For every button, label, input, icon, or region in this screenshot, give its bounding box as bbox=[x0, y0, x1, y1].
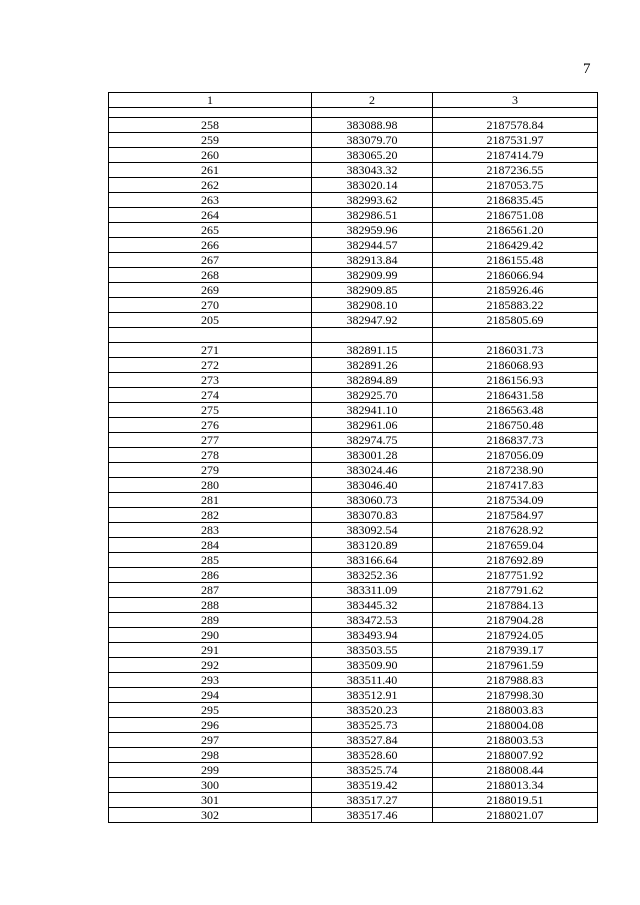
y-coordinate-cell: 2186750.48 bbox=[433, 418, 598, 433]
table-row bbox=[109, 808, 598, 823]
point-number-cell: 276 bbox=[109, 418, 312, 433]
point-number-cell: 280 bbox=[109, 478, 312, 493]
table-row bbox=[109, 478, 598, 493]
x-coordinate-cell: 383509.90 bbox=[312, 658, 433, 673]
x-coordinate-cell: 383092.54 bbox=[312, 523, 433, 538]
table-row bbox=[109, 388, 598, 403]
table-row bbox=[109, 373, 598, 388]
point-number-cell: 279 bbox=[109, 463, 312, 478]
x-coordinate-cell: 382891.26 bbox=[312, 358, 433, 373]
table-row bbox=[109, 493, 598, 508]
column-number-2: 2 bbox=[312, 93, 433, 108]
y-coordinate-cell: 2187534.09 bbox=[433, 493, 598, 508]
table-row bbox=[109, 463, 598, 478]
y-coordinate-cell: 2187924.05 bbox=[433, 628, 598, 643]
point-number-cell: 293 bbox=[109, 673, 312, 688]
table-row bbox=[109, 613, 598, 628]
x-coordinate-cell: 382909.99 bbox=[312, 268, 433, 283]
y-coordinate-cell: 2185926.46 bbox=[433, 283, 598, 298]
table-row bbox=[109, 748, 598, 763]
y-coordinate-cell: 2187414.79 bbox=[433, 148, 598, 163]
separator-row bbox=[109, 108, 598, 118]
point-number-cell: 283 bbox=[109, 523, 312, 538]
x-coordinate-cell: 383065.20 bbox=[312, 148, 433, 163]
y-coordinate-cell: 2187904.28 bbox=[433, 613, 598, 628]
point-number-cell: 281 bbox=[109, 493, 312, 508]
point-number-cell: 271 bbox=[109, 343, 312, 358]
table-row bbox=[109, 508, 598, 523]
x-coordinate-cell: 382986.51 bbox=[312, 208, 433, 223]
table-row bbox=[109, 193, 598, 208]
y-coordinate-cell: 2187988.83 bbox=[433, 673, 598, 688]
table-row bbox=[109, 343, 598, 358]
table-row bbox=[109, 718, 598, 733]
point-number-cell: 301 bbox=[109, 793, 312, 808]
table-row bbox=[109, 538, 598, 553]
table-row bbox=[109, 703, 598, 718]
y-coordinate-cell: 2188003.53 bbox=[433, 733, 598, 748]
x-coordinate-cell: 383528.60 bbox=[312, 748, 433, 763]
x-coordinate-cell: 383511.40 bbox=[312, 673, 433, 688]
table-row bbox=[109, 403, 598, 418]
x-coordinate-cell: 382947.92 bbox=[312, 313, 433, 328]
y-coordinate-cell: 2187939.17 bbox=[433, 643, 598, 658]
table-row bbox=[109, 253, 598, 268]
y-coordinate-cell: 2186155.48 bbox=[433, 253, 598, 268]
x-coordinate-cell: 383493.94 bbox=[312, 628, 433, 643]
point-number-cell: 274 bbox=[109, 388, 312, 403]
y-coordinate-cell: 2187584.97 bbox=[433, 508, 598, 523]
y-coordinate-cell: 2187578.84 bbox=[433, 118, 598, 133]
table-row bbox=[109, 223, 598, 238]
point-number-cell: 287 bbox=[109, 583, 312, 598]
y-coordinate-cell: 2185805.69 bbox=[433, 313, 598, 328]
x-coordinate-cell: 383001.28 bbox=[312, 448, 433, 463]
y-coordinate-cell: 2186066.94 bbox=[433, 268, 598, 283]
x-coordinate-cell: 383512.91 bbox=[312, 688, 433, 703]
y-coordinate-cell: 2187053.75 bbox=[433, 178, 598, 193]
separator-cell bbox=[312, 328, 433, 343]
point-number-cell: 267 bbox=[109, 253, 312, 268]
table-row bbox=[109, 448, 598, 463]
table-row bbox=[109, 163, 598, 178]
x-coordinate-cell: 383519.42 bbox=[312, 778, 433, 793]
separator-cell bbox=[109, 328, 312, 343]
page-number: 7 bbox=[583, 61, 591, 77]
x-coordinate-cell: 382993.62 bbox=[312, 193, 433, 208]
y-coordinate-cell: 2186431.58 bbox=[433, 388, 598, 403]
separator-cell bbox=[433, 108, 598, 118]
y-coordinate-cell: 2186751.08 bbox=[433, 208, 598, 223]
table-row bbox=[109, 148, 598, 163]
y-coordinate-cell: 2188007.92 bbox=[433, 748, 598, 763]
y-coordinate-cell: 2186429.42 bbox=[433, 238, 598, 253]
table-row bbox=[109, 118, 598, 133]
x-coordinate-cell: 383520.23 bbox=[312, 703, 433, 718]
y-coordinate-cell: 2186837.73 bbox=[433, 433, 598, 448]
table-row bbox=[109, 208, 598, 223]
table-row bbox=[109, 688, 598, 703]
x-coordinate-cell: 382974.75 bbox=[312, 433, 433, 448]
table-row bbox=[109, 133, 598, 148]
table-row bbox=[109, 268, 598, 283]
point-number-cell: 205 bbox=[109, 313, 312, 328]
x-coordinate-cell: 383527.84 bbox=[312, 733, 433, 748]
point-number-cell: 290 bbox=[109, 628, 312, 643]
point-number-cell: 299 bbox=[109, 763, 312, 778]
x-coordinate-cell: 383120.89 bbox=[312, 538, 433, 553]
x-coordinate-cell: 382894.89 bbox=[312, 373, 433, 388]
y-coordinate-cell: 2187056.09 bbox=[433, 448, 598, 463]
x-coordinate-cell: 382944.57 bbox=[312, 238, 433, 253]
y-coordinate-cell: 2188013.34 bbox=[433, 778, 598, 793]
point-number-cell: 292 bbox=[109, 658, 312, 673]
x-coordinate-cell: 383517.46 bbox=[312, 808, 433, 823]
y-coordinate-cell: 2187417.83 bbox=[433, 478, 598, 493]
point-number-cell: 297 bbox=[109, 733, 312, 748]
y-coordinate-cell: 2187791.62 bbox=[433, 583, 598, 598]
table-row bbox=[109, 643, 598, 658]
x-coordinate-cell: 383020.14 bbox=[312, 178, 433, 193]
point-number-cell: 298 bbox=[109, 748, 312, 763]
point-number-cell: 278 bbox=[109, 448, 312, 463]
table-row bbox=[109, 628, 598, 643]
table-row bbox=[109, 778, 598, 793]
point-number-cell: 288 bbox=[109, 598, 312, 613]
y-coordinate-cell: 2186068.93 bbox=[433, 358, 598, 373]
x-coordinate-cell: 383472.53 bbox=[312, 613, 433, 628]
y-coordinate-cell: 2188004.08 bbox=[433, 718, 598, 733]
point-number-cell: 269 bbox=[109, 283, 312, 298]
x-coordinate-cell: 382891.15 bbox=[312, 343, 433, 358]
separator-cell bbox=[109, 108, 312, 118]
point-number-cell: 264 bbox=[109, 208, 312, 223]
coordinates-table bbox=[108, 92, 598, 823]
table-row bbox=[109, 733, 598, 748]
point-number-cell: 263 bbox=[109, 193, 312, 208]
y-coordinate-cell: 2188021.07 bbox=[433, 808, 598, 823]
y-coordinate-cell: 2186835.45 bbox=[433, 193, 598, 208]
x-coordinate-cell: 382909.85 bbox=[312, 283, 433, 298]
y-coordinate-cell: 2186561.20 bbox=[433, 223, 598, 238]
separator-cell bbox=[312, 108, 433, 118]
point-number-cell: 266 bbox=[109, 238, 312, 253]
y-coordinate-cell: 2185883.22 bbox=[433, 298, 598, 313]
table-row bbox=[109, 433, 598, 448]
column-number-3: 3 bbox=[433, 93, 598, 108]
group-separator-row bbox=[109, 328, 598, 343]
y-coordinate-cell: 2187236.55 bbox=[433, 163, 598, 178]
point-number-cell: 272 bbox=[109, 358, 312, 373]
table-row bbox=[109, 238, 598, 253]
y-coordinate-cell: 2187531.97 bbox=[433, 133, 598, 148]
point-number-cell: 273 bbox=[109, 373, 312, 388]
x-coordinate-cell: 383024.46 bbox=[312, 463, 433, 478]
x-coordinate-cell: 382913.84 bbox=[312, 253, 433, 268]
y-coordinate-cell: 2187751.92 bbox=[433, 568, 598, 583]
x-coordinate-cell: 382959.96 bbox=[312, 223, 433, 238]
separator-cell bbox=[433, 328, 598, 343]
x-coordinate-cell: 383060.73 bbox=[312, 493, 433, 508]
table-row bbox=[109, 298, 598, 313]
point-number-cell: 289 bbox=[109, 613, 312, 628]
y-coordinate-cell: 2186031.73 bbox=[433, 343, 598, 358]
y-coordinate-cell: 2188003.83 bbox=[433, 703, 598, 718]
point-number-cell: 270 bbox=[109, 298, 312, 313]
point-number-cell: 262 bbox=[109, 178, 312, 193]
y-coordinate-cell: 2186563.48 bbox=[433, 403, 598, 418]
point-number-cell: 277 bbox=[109, 433, 312, 448]
table-row bbox=[109, 418, 598, 433]
coordinates-table-body bbox=[109, 93, 598, 823]
y-coordinate-cell: 2188019.51 bbox=[433, 793, 598, 808]
point-number-cell: 294 bbox=[109, 688, 312, 703]
table-row bbox=[109, 568, 598, 583]
point-number-cell: 275 bbox=[109, 403, 312, 418]
y-coordinate-cell: 2186156.93 bbox=[433, 373, 598, 388]
table-row bbox=[109, 313, 598, 328]
x-coordinate-cell: 382961.06 bbox=[312, 418, 433, 433]
point-number-cell: 302 bbox=[109, 808, 312, 823]
x-coordinate-cell: 383445.32 bbox=[312, 598, 433, 613]
x-coordinate-cell: 383311.09 bbox=[312, 583, 433, 598]
y-coordinate-cell: 2188008.44 bbox=[433, 763, 598, 778]
x-coordinate-cell: 383088.98 bbox=[312, 118, 433, 133]
y-coordinate-cell: 2187659.04 bbox=[433, 538, 598, 553]
x-coordinate-cell: 383525.73 bbox=[312, 718, 433, 733]
x-coordinate-cell: 383043.32 bbox=[312, 163, 433, 178]
point-number-cell: 295 bbox=[109, 703, 312, 718]
table-row bbox=[109, 673, 598, 688]
x-coordinate-cell: 383252.36 bbox=[312, 568, 433, 583]
table-row bbox=[109, 553, 598, 568]
x-coordinate-cell: 382941.10 bbox=[312, 403, 433, 418]
y-coordinate-cell: 2187961.59 bbox=[433, 658, 598, 673]
table-row bbox=[109, 793, 598, 808]
point-number-cell: 296 bbox=[109, 718, 312, 733]
y-coordinate-cell: 2187238.90 bbox=[433, 463, 598, 478]
point-number-cell: 285 bbox=[109, 553, 312, 568]
x-coordinate-cell: 382925.70 bbox=[312, 388, 433, 403]
point-number-cell: 286 bbox=[109, 568, 312, 583]
point-number-cell: 284 bbox=[109, 538, 312, 553]
point-number-cell: 261 bbox=[109, 163, 312, 178]
column-number-1: 1 bbox=[109, 93, 312, 108]
y-coordinate-cell: 2187998.30 bbox=[433, 688, 598, 703]
table-row bbox=[109, 178, 598, 193]
table-row bbox=[109, 658, 598, 673]
table-row bbox=[109, 283, 598, 298]
point-number-cell: 291 bbox=[109, 643, 312, 658]
table-row bbox=[109, 523, 598, 538]
column-number-row bbox=[109, 93, 598, 108]
x-coordinate-cell: 383503.55 bbox=[312, 643, 433, 658]
point-number-cell: 282 bbox=[109, 508, 312, 523]
point-number-cell: 300 bbox=[109, 778, 312, 793]
table-row bbox=[109, 583, 598, 598]
x-coordinate-cell: 383525.74 bbox=[312, 763, 433, 778]
point-number-cell: 259 bbox=[109, 133, 312, 148]
y-coordinate-cell: 2187884.13 bbox=[433, 598, 598, 613]
x-coordinate-cell: 382908.10 bbox=[312, 298, 433, 313]
y-coordinate-cell: 2187692.89 bbox=[433, 553, 598, 568]
x-coordinate-cell: 383046.40 bbox=[312, 478, 433, 493]
point-number-cell: 258 bbox=[109, 118, 312, 133]
y-coordinate-cell: 2187628.92 bbox=[433, 523, 598, 538]
point-number-cell: 265 bbox=[109, 223, 312, 238]
x-coordinate-cell: 383517.27 bbox=[312, 793, 433, 808]
point-number-cell: 260 bbox=[109, 148, 312, 163]
table-row bbox=[109, 763, 598, 778]
x-coordinate-cell: 383079.70 bbox=[312, 133, 433, 148]
table-row bbox=[109, 358, 598, 373]
point-number-cell: 268 bbox=[109, 268, 312, 283]
x-coordinate-cell: 383070.83 bbox=[312, 508, 433, 523]
x-coordinate-cell: 383166.64 bbox=[312, 553, 433, 568]
table-row bbox=[109, 598, 598, 613]
